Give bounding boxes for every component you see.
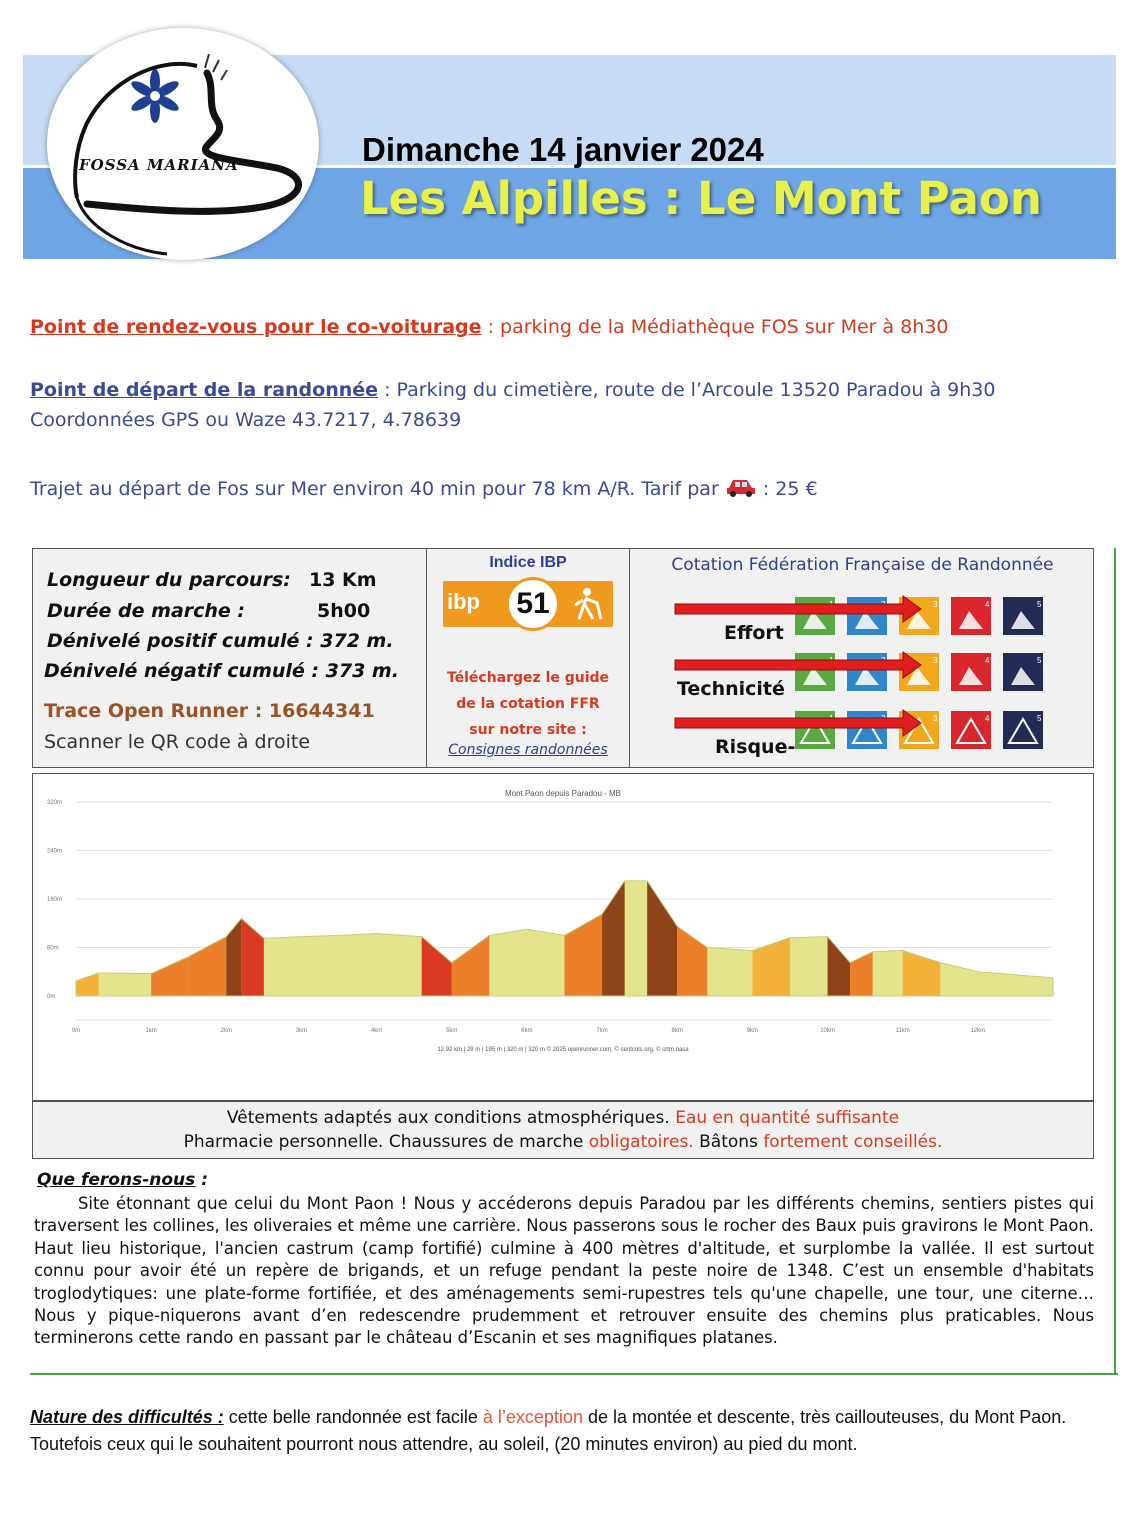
ffr-level-square bbox=[847, 597, 887, 635]
length-value: 13 Km bbox=[309, 569, 377, 591]
chart-x-tick: 4km bbox=[370, 1028, 383, 1034]
chart-x-tick: 1km bbox=[145, 1028, 157, 1034]
duration-value: 5h00 bbox=[317, 600, 371, 622]
chart-x-tick: 10km bbox=[820, 1028, 835, 1034]
elevation-loss: Dénivelé négatif cumulé : 373 m. bbox=[44, 660, 399, 682]
chart-slope-band bbox=[602, 802, 625, 998]
page-title: Les Alpilles : Le Mont Paon bbox=[360, 172, 1042, 225]
chart-slope-band bbox=[76, 802, 99, 998]
description-text: Site étonnant que celui du Mont Paon ! Nous y accéderons depuis Paradou par les différents chemins, sentiers pistes qui traversent les collines, les oliveraies et même une carrière. Nous passerons sous le rocher des Baux puis gravirons le Mont Paon. Haut lieu historique, l'ancien castrum (camp fortifié) culmine à 400 mètres d'altitude, et surplombe la vallée. Il est surtout connu pour avoir été un repère de brigands, et un refuge pendant la peste noire de 1348. C’est un ensemble d'habitats troglodytiques: une plate-forme fortifiée, et des aménagements semi-rupestres tels qu'une chapelle, une tour, une citerne… Nous y pique-niquerons avant d’en redescendre prudemment et retrouver ensuite des chemins plus praticables. Nous terminerons cette rando en passant par le château d’Escanin et ses magnifiques platanes. bbox=[34, 1194, 1094, 1348]
hike-stats bbox=[33, 549, 427, 767]
qr-instruction: Scanner le QR code à droite bbox=[44, 731, 311, 753]
chart-slope-band bbox=[903, 802, 941, 998]
car-icon bbox=[725, 476, 757, 507]
logo-swoosh-icon bbox=[47, 28, 319, 260]
svg-text:3: 3 bbox=[933, 656, 938, 665]
trip-line bbox=[30, 474, 818, 507]
ibp-title: Indice IBP bbox=[489, 554, 567, 571]
hiker-icon bbox=[571, 587, 607, 621]
chart-x-tick: 9km bbox=[746, 1028, 759, 1034]
ffr-guide-download: Téléchargez le guide de la cotation FFR sur notre site : bbox=[446, 670, 610, 738]
gps-coordinates: Coordonnées GPS ou Waze 43.7217, 4.78639 bbox=[30, 409, 462, 431]
chart-slope-band bbox=[241, 802, 264, 998]
start-label: Point de départ de la randonnée bbox=[30, 379, 379, 401]
chart-x-tick: 8km bbox=[671, 1028, 683, 1034]
description-divider bbox=[30, 1373, 1118, 1375]
ffr-title: Cotation Fédération Française de Randonnée bbox=[671, 555, 1054, 575]
ffr-level-square bbox=[847, 711, 887, 749]
openrunner-trace: Trace Open Runner : 16644341 bbox=[44, 700, 375, 722]
trip-price: : 25 € bbox=[756, 478, 818, 500]
svg-text:4: 4 bbox=[985, 714, 990, 723]
chart-x-tick: 2km bbox=[220, 1028, 232, 1034]
ffr-level-square bbox=[951, 597, 991, 635]
chart-x-tick: 5km bbox=[446, 1028, 458, 1034]
ffr-level-square bbox=[847, 653, 887, 691]
ffr-level-square bbox=[1003, 597, 1043, 635]
chart-x-tick: 3km bbox=[295, 1028, 308, 1034]
elevation-chart bbox=[33, 774, 1093, 1100]
chart-slope-band bbox=[850, 802, 873, 998]
chart-y-tick: 240m bbox=[47, 848, 63, 855]
svg-text:3: 3 bbox=[933, 714, 938, 723]
chart-slope-band bbox=[422, 802, 452, 998]
meeting-text: : parking de la Médiathèque FOS sur Mer à 8h30 bbox=[481, 316, 949, 338]
hike-summary-panel bbox=[32, 548, 1094, 768]
svg-text:4: 4 bbox=[985, 600, 990, 609]
chart-slope-band bbox=[828, 802, 851, 998]
svg-text:5: 5 bbox=[1037, 714, 1042, 723]
technicity-label: Technicité bbox=[677, 678, 785, 700]
chart-x-tick: 0m bbox=[71, 1028, 81, 1034]
ibp-value: 51 bbox=[506, 577, 560, 631]
meeting-label: Point de rendez-vous pour le co-voiturage bbox=[30, 316, 482, 338]
frame-accent-line bbox=[1114, 548, 1116, 1374]
difficulty-label: Nature des difficultés : bbox=[30, 1407, 224, 1427]
chart-y-tick: 160m bbox=[47, 897, 63, 903]
chart-slope-band bbox=[677, 802, 707, 998]
ffr-level-square bbox=[1003, 711, 1043, 749]
ibp-logo: ibp bbox=[447, 589, 480, 614]
chart-x-tick: 6km bbox=[521, 1028, 533, 1034]
chart-slope-band bbox=[226, 802, 241, 998]
chart-x-tick: 12km bbox=[970, 1028, 986, 1034]
guidelines-link[interactable]: Consignes randonnées bbox=[448, 742, 608, 758]
svg-text:5: 5 bbox=[1037, 656, 1042, 665]
chart-title: Mont Paon depuis Paradou - MB bbox=[504, 789, 622, 798]
ibp-panel bbox=[427, 549, 630, 767]
ffr-level-grid bbox=[630, 549, 1095, 767]
elevation-gain: Dénivelé positif cumulé : 372 m. bbox=[47, 630, 394, 652]
equipment-notice: Vêtements adaptés aux conditions atmosphériques. Eau en quantité suffisante Pharmacie personnelle. Chaussures de marche obligatoires. Bâtons fortement conseillés. bbox=[32, 1101, 1094, 1159]
length-label: Longueur du parcours: bbox=[47, 569, 291, 591]
chart-footer: 12.92 km | 29 m | 195 m | 320 m | 320 m © 2025 openrunner.com, © centcols.org, © srtm.nasa bbox=[437, 1047, 689, 1053]
svg-text:3: 3 bbox=[933, 600, 938, 609]
duration-label: Durée de marche : bbox=[47, 600, 246, 622]
chart-slope-band bbox=[189, 802, 227, 998]
chart-area bbox=[76, 802, 1053, 998]
chart-slope-band bbox=[452, 802, 490, 998]
logo-text: FOSSA MARIANA bbox=[79, 156, 239, 174]
ffr-level-square bbox=[1003, 653, 1043, 691]
chart-y-ticks bbox=[47, 800, 62, 1000]
description-heading: Que ferons-nous : bbox=[37, 1170, 208, 1190]
ibp-badge bbox=[443, 581, 613, 627]
start-line bbox=[30, 375, 995, 435]
meeting-line bbox=[30, 312, 949, 342]
trip-text: Trajet au départ de Fos sur Mer environ 40 min pour 78 km A/R. Tarif par bbox=[30, 478, 719, 500]
ffr-level-square bbox=[951, 653, 991, 691]
svg-text:4: 4 bbox=[985, 656, 990, 665]
chart-x-ticks bbox=[72, 1028, 985, 1034]
svg-text:5: 5 bbox=[1037, 600, 1042, 609]
chart-slope-band bbox=[647, 802, 677, 998]
ffr-level-square bbox=[795, 653, 835, 691]
elevation-profile bbox=[32, 773, 1094, 1101]
chart-y-tick: 0m bbox=[47, 994, 56, 1000]
difficulty-note: Nature des difficultés : cette belle randonnée est facile à l’exception de la montée et descente, très caillouteuses, du Mont Paon. Toutefois ceux qui le souhaitent pourront nous attendre, au soleil, (20 minutes environ) au pied du mont. bbox=[30, 1407, 1067, 1454]
chart-x-tick: 7km bbox=[596, 1028, 608, 1034]
chart-x-tick: 11km bbox=[895, 1028, 910, 1034]
start-text: : Parking du cimetière, route de l’Arcoule 13520 Paradou à 9h30 bbox=[378, 379, 996, 401]
chart-slope-band bbox=[565, 802, 603, 998]
risk-label: Risque- bbox=[715, 736, 796, 758]
chart-slope-band bbox=[151, 802, 189, 998]
ffr-level-square bbox=[795, 711, 835, 749]
chart-y-tick: 320m bbox=[47, 800, 63, 806]
event-date: Dimanche 14 janvier 2024 bbox=[362, 131, 764, 168]
ffr-level-square bbox=[951, 711, 991, 749]
club-logo bbox=[47, 28, 319, 260]
chart-y-tick: 80m bbox=[47, 945, 59, 952]
ffr-rating-panel bbox=[630, 549, 1095, 767]
ffr-level-square bbox=[795, 597, 835, 635]
effort-label: Effort bbox=[724, 622, 784, 644]
chart-slope-band bbox=[752, 802, 790, 998]
